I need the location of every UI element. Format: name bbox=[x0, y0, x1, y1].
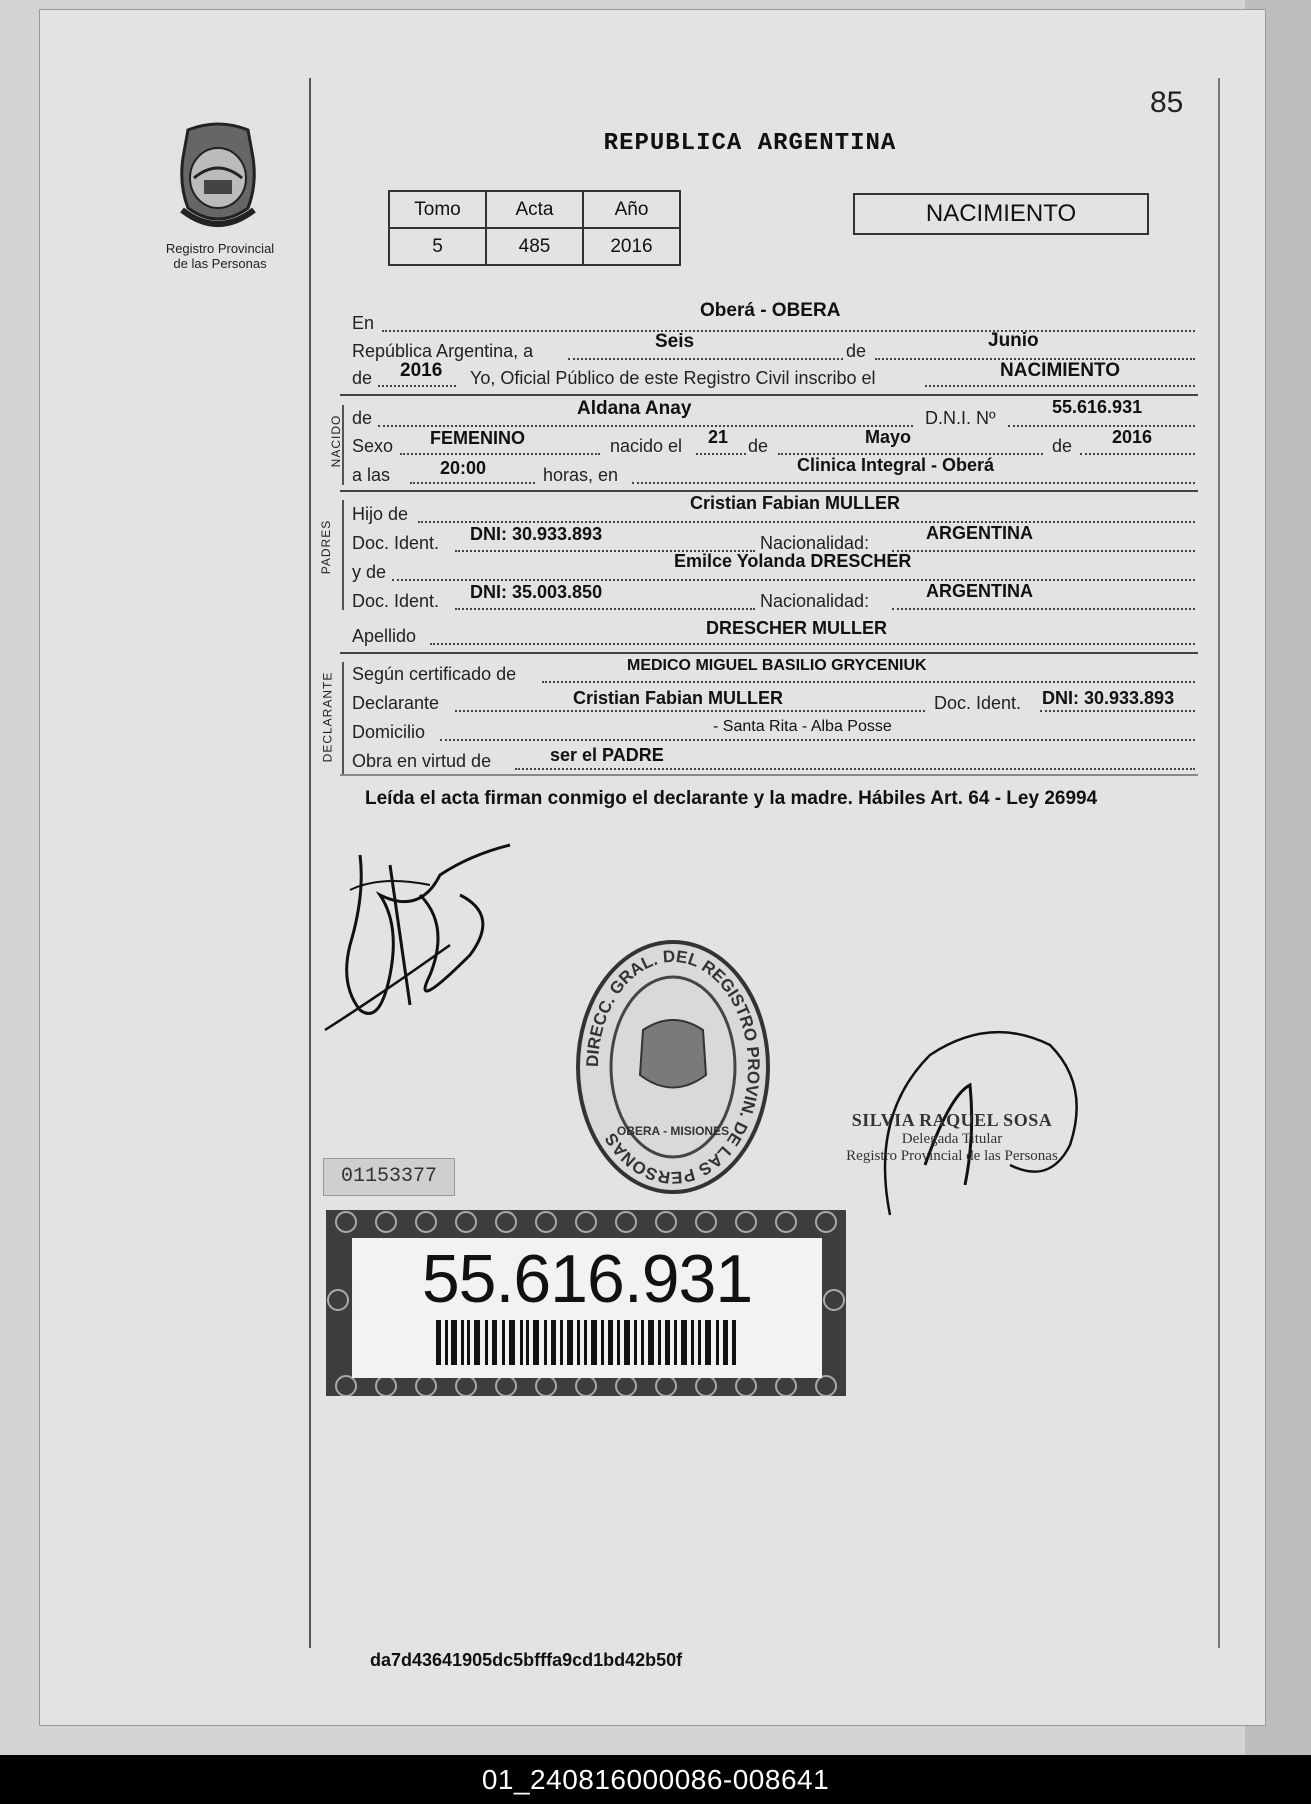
mother-nationality: ARGENTINA bbox=[926, 581, 1033, 601]
document-title: REPUBLICA ARGENTINA bbox=[603, 130, 897, 157]
birth-de-label: de bbox=[748, 436, 769, 456]
section-bracket bbox=[342, 662, 344, 774]
dotted-line bbox=[1080, 453, 1195, 455]
dotted-line bbox=[1008, 425, 1195, 427]
father-doc-label: Doc. Ident. bbox=[352, 533, 440, 553]
dotted-line bbox=[400, 453, 600, 455]
register-header-tomo: Tomo bbox=[389, 191, 486, 228]
dotted-line bbox=[696, 453, 746, 455]
section-divider bbox=[340, 394, 1198, 396]
newborn-name: Aldana Anay bbox=[577, 398, 692, 419]
register-value-acta: 485 bbox=[486, 228, 583, 265]
dotted-line bbox=[378, 425, 913, 427]
section-label-padres: PADRES bbox=[319, 519, 333, 575]
mother-doc: DNI: 35.003.850 bbox=[470, 582, 603, 602]
register-header-acta: Acta bbox=[486, 191, 583, 228]
birth-year-de-label: de bbox=[1052, 436, 1073, 456]
date-de-label: de bbox=[846, 341, 867, 361]
father-nationality: ARGENTINA bbox=[926, 523, 1033, 543]
document-hash: da7d43641905dc5bfffa9cd1bd42b50f bbox=[370, 1650, 683, 1670]
logo-caption bbox=[150, 241, 290, 271]
country-label: República Argentina, a bbox=[352, 341, 534, 361]
seal-inner-text: OBERA - MISIONES bbox=[616, 1124, 730, 1138]
nacido-de-label: de bbox=[352, 408, 373, 428]
register-header-anio: Año bbox=[583, 191, 680, 228]
section-divider bbox=[340, 652, 1198, 654]
dni-label: D.N.I. Nº bbox=[925, 408, 996, 428]
father-name: Cristian Fabian MULLER bbox=[690, 493, 901, 513]
year-de-label: de bbox=[352, 368, 373, 388]
birth-day: 21 bbox=[708, 427, 729, 447]
newborn-dni: 55.616.931 bbox=[1052, 397, 1143, 417]
domicilio-label: Domicilio bbox=[352, 722, 426, 742]
act-type-box: NACIMIENTO bbox=[853, 193, 1149, 235]
father-nationality-label: Nacionalidad: bbox=[760, 533, 870, 553]
section-bracket bbox=[342, 500, 344, 610]
dotted-line bbox=[455, 710, 925, 712]
dotted-line bbox=[542, 681, 1195, 683]
mother-nationality-label: Nacionalidad: bbox=[760, 591, 870, 611]
seal-text: DIRECC. GRAL. DEL REGISTRO PROVIN. DE LAS PERSONAS bbox=[582, 946, 764, 1188]
register-value-anio: 2016 bbox=[583, 228, 680, 265]
province-coat-of-arms-icon bbox=[168, 122, 268, 238]
declarant-signature bbox=[320, 835, 520, 1035]
birth-year: 2016 bbox=[1112, 427, 1153, 447]
section-divider bbox=[340, 774, 1198, 776]
section-label-nacido: NACIDO bbox=[329, 414, 343, 468]
date-day: Seis bbox=[655, 331, 695, 352]
domicilio-value: - Santa Rita - Alba Posse bbox=[713, 718, 892, 735]
dotted-line bbox=[925, 385, 1195, 387]
certificado-label: Según certificado de bbox=[352, 664, 517, 684]
barcode bbox=[436, 1320, 736, 1365]
official-role: Delegada Titular bbox=[901, 1131, 1003, 1147]
dotted-line bbox=[1040, 710, 1195, 712]
margin-line-left bbox=[309, 78, 311, 1648]
apellido-label: Apellido bbox=[352, 626, 417, 646]
dotted-line bbox=[430, 643, 1195, 645]
sticker-number: 55.616.931 bbox=[421, 1241, 753, 1317]
page-number: 85 bbox=[1150, 86, 1184, 119]
dotted-line bbox=[455, 608, 755, 610]
dotted-line bbox=[392, 579, 1195, 581]
official-name: SILVIA RAQUEL SOSA bbox=[851, 1110, 1053, 1130]
statement-label: Yo, Oficial Público de este Registro Civil inscribo el bbox=[470, 368, 876, 388]
act-word: NACIMIENTO bbox=[1000, 360, 1120, 381]
apellido-value: DRESCHER MULLER bbox=[706, 618, 888, 638]
dotted-line bbox=[382, 330, 1195, 332]
dotted-line bbox=[378, 385, 456, 387]
section-divider bbox=[340, 490, 1198, 492]
horas-label: horas, en bbox=[543, 465, 619, 485]
certificate-issuer: MEDICO MIGUEL BASILIO GRYCENIUK bbox=[627, 657, 927, 674]
declarant-doc-label: Doc. Ident. bbox=[934, 693, 1022, 713]
place-value: Oberá - OBERA bbox=[700, 300, 841, 321]
hijo-de-label: Hijo de bbox=[352, 504, 409, 524]
nacido-el-label: nacido el bbox=[610, 436, 683, 456]
dotted-line bbox=[892, 550, 1195, 552]
dotted-line bbox=[892, 608, 1195, 610]
declarante-label: Declarante bbox=[352, 693, 440, 713]
dotted-line bbox=[515, 768, 1195, 770]
declarant-doc: DNI: 30.933.893 bbox=[1042, 688, 1175, 708]
a-las-label: a las bbox=[352, 465, 391, 485]
logo-caption-line-2: de las Personas bbox=[173, 256, 267, 271]
sexo-label: Sexo bbox=[352, 436, 394, 456]
dotted-line bbox=[440, 739, 1195, 741]
date-year: 2016 bbox=[400, 360, 443, 381]
registry-seal bbox=[568, 935, 778, 1200]
newborn-sex: FEMENINO bbox=[430, 428, 526, 448]
logo-caption-line-1: Registro Provincial bbox=[165, 241, 275, 256]
mother-doc-label: Doc. Ident. bbox=[352, 591, 440, 611]
birth-place: Clinica Integral - Oberá bbox=[797, 455, 995, 475]
place-label: En bbox=[352, 313, 375, 333]
barcode-sticker bbox=[326, 1210, 846, 1396]
dotted-line bbox=[632, 482, 1195, 484]
closing-note: Leída el acta firman conmigo el declarante y la madre. Hábiles Art. 64 - Ley 26994 bbox=[365, 788, 1098, 809]
register-table bbox=[388, 190, 681, 266]
dotted-line bbox=[410, 482, 535, 484]
register-value-tomo: 5 bbox=[389, 228, 486, 265]
obra-value: ser el PADRE bbox=[550, 745, 664, 765]
official-office: Registro Provincial de las Personas bbox=[846, 1148, 1058, 1164]
dotted-line bbox=[568, 358, 843, 360]
date-month: Junio bbox=[988, 330, 1039, 351]
obra-label: Obra en virtud de bbox=[352, 751, 492, 771]
official-stamp bbox=[832, 1110, 1072, 1165]
margin-line-right bbox=[1218, 78, 1220, 1648]
mother-name: Emilce Yolanda DRESCHER bbox=[674, 551, 912, 571]
serial-number: 01153377 bbox=[323, 1158, 455, 1196]
declarant-name: Cristian Fabian MULLER bbox=[573, 688, 784, 708]
dotted-line bbox=[418, 521, 1195, 523]
father-doc: DNI: 30.933.893 bbox=[470, 524, 603, 544]
scan-footer-id: 01_240816000086-008641 bbox=[0, 1755, 1311, 1804]
y-de-label: y de bbox=[352, 562, 387, 582]
birth-time: 20:00 bbox=[440, 458, 487, 478]
birth-month: Mayo bbox=[865, 427, 912, 447]
section-label-declarante: DECLARANTE bbox=[320, 671, 335, 763]
